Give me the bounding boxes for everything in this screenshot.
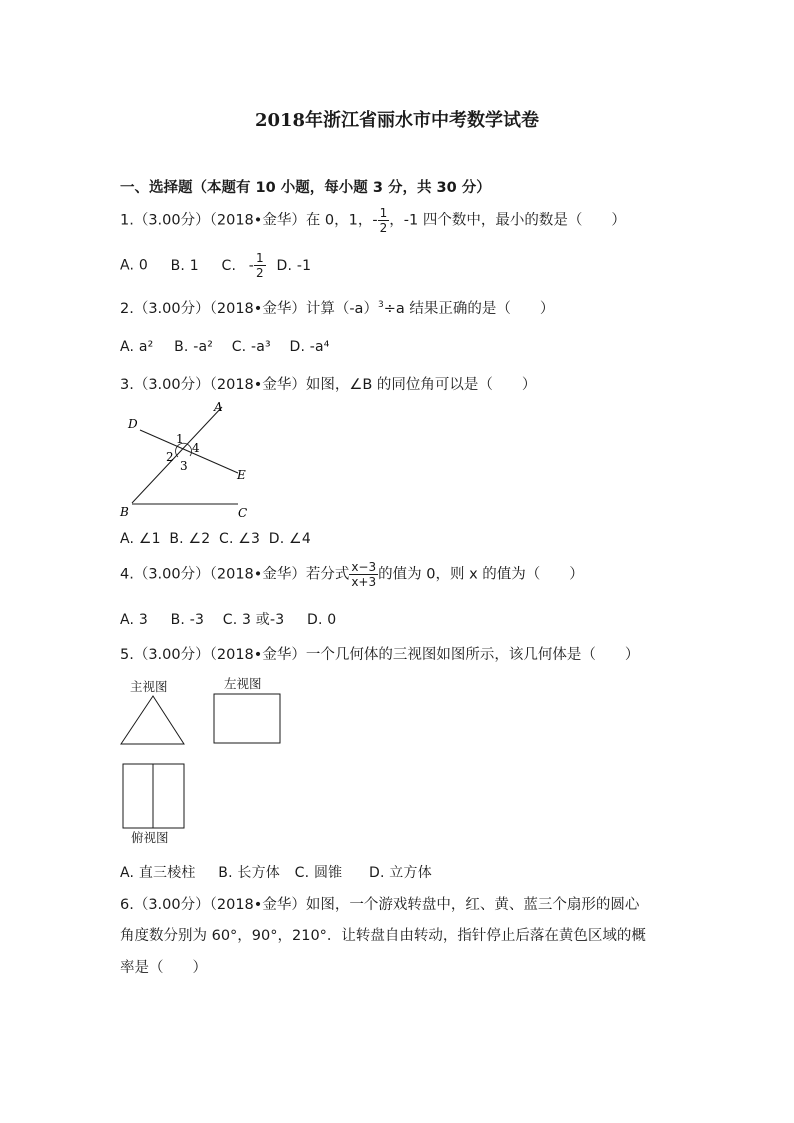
q2-options — [120, 339, 330, 355]
question-3: 3.（3.00分）（2018•金华）如图，∠B 的同位角可以是（ ） — [120, 377, 537, 393]
q4-fraction — [349, 561, 378, 588]
q1-option-c: C. — [221, 257, 237, 274]
q1-options — [120, 252, 311, 279]
label-e: E — [237, 468, 246, 482]
question-1 — [120, 207, 626, 234]
question-6-line-1: 6.（3.00分）（2018•金华）如图，一个游戏转盘中，红、黄、蓝三个扇形的圆心 — [120, 897, 640, 913]
q2-prefix: 2.（3.00分）（2018•金华）计算（-a） — [120, 301, 378, 317]
q4-frac-num: x−3 — [351, 560, 377, 574]
line-ba — [132, 407, 222, 503]
section-heading: 一、选择题（本题有 10 小题，每小题 3 分，共 30 分） — [120, 180, 491, 196]
q5-options — [120, 862, 432, 882]
q1-option-a: A. 0 — [120, 257, 148, 274]
q3-options — [120, 531, 311, 547]
question-2 — [120, 297, 554, 318]
q4-suffix: 的值为 0，则 x 的值为（ ） — [378, 566, 584, 583]
label-a: A — [214, 400, 223, 414]
q1-fraction — [378, 207, 390, 234]
label-angle-3: 3 — [180, 459, 188, 473]
q1-option-c-fraction — [254, 252, 266, 279]
label-angle-1: 1 — [176, 432, 184, 446]
q3-option-a: A. ∠1 — [120, 531, 161, 547]
front-view-triangle — [121, 696, 184, 744]
q1-frac-sign: - — [372, 212, 378, 229]
label-c: C — [238, 506, 248, 520]
q4-options — [120, 609, 336, 629]
q1-suffix: ，-1 四个数中，最小的数是（ ） — [389, 212, 626, 229]
question-6-line-3: 率是（ ） — [120, 960, 207, 976]
q4-frac-den: x+3 — [351, 575, 377, 589]
q5-option-a: A. 直三棱柱 — [120, 865, 196, 881]
label-b: B — [120, 505, 129, 519]
front-view-label: 主视图 — [130, 679, 168, 694]
q1-option-c-num: 1 — [256, 251, 264, 265]
q4-option-c: C. 3 或-3 — [222, 612, 285, 628]
label-angle-4: 4 — [192, 441, 200, 455]
q4-option-d: D. 0 — [306, 612, 337, 628]
q2-option-b: B. -a² — [174, 339, 214, 355]
q2-option-c: C. -a³ — [231, 339, 271, 355]
line-de — [140, 430, 238, 473]
q5-option-c: C. 圆锥 — [294, 865, 343, 881]
q5-top-view — [120, 763, 190, 833]
q2-suffix: ÷a 结果正确的是（ ） — [383, 301, 555, 317]
q1-option-c-sign: - — [248, 257, 255, 274]
q2-option-a: A. a² — [120, 339, 154, 355]
q4-option-b: B. -3 — [170, 612, 205, 628]
q4-option-a: A. 3 — [120, 612, 148, 628]
q1-option-d: D. -1 — [276, 257, 312, 274]
q4-prefix: 4.（3.00分）（2018•金华）若分式 — [120, 566, 350, 583]
question-5: 5.（3.00分）（2018•金华）一个几何体的三视图如图所示，该几何体是（ ） — [120, 647, 640, 663]
q2-option-d: D. -a⁴ — [289, 339, 330, 355]
q1-option-b: B. 1 — [170, 257, 199, 274]
question-6-line-2: 角度数分别为 60°，90°，210°．让转盘自由转动，指针停止后落在黄色区域的概 — [120, 928, 646, 944]
left-view-label: 左视图 — [224, 676, 262, 691]
q1-prefix: 1.（3.00分）（2018•金华）在 0，1， — [120, 212, 373, 229]
q1-frac-den: 2 — [379, 221, 388, 235]
q1-frac-num: 1 — [379, 206, 388, 220]
q3-option-d: D. ∠4 — [268, 531, 311, 547]
q2-exponent: 3 — [377, 300, 384, 311]
q5-option-b: B. 长方体 — [218, 865, 281, 881]
question-4 — [120, 561, 584, 588]
q3-option-b: B. ∠2 — [169, 531, 211, 547]
top-view-label: 俯视图 — [131, 830, 169, 845]
q5-option-d: D. 立方体 — [369, 865, 432, 881]
label-angle-2: 2 — [166, 450, 174, 464]
q5-front-and-left-views — [118, 693, 288, 753]
q3-geometry-figure — [110, 395, 270, 520]
q3-option-c: C. ∠3 — [218, 531, 261, 547]
left-view-rectangle — [214, 694, 280, 743]
label-d: D — [128, 417, 138, 431]
q1-option-c-den: 2 — [256, 266, 264, 280]
page-title: 2018年浙江省丽水市中考数学试卷 — [254, 110, 540, 131]
